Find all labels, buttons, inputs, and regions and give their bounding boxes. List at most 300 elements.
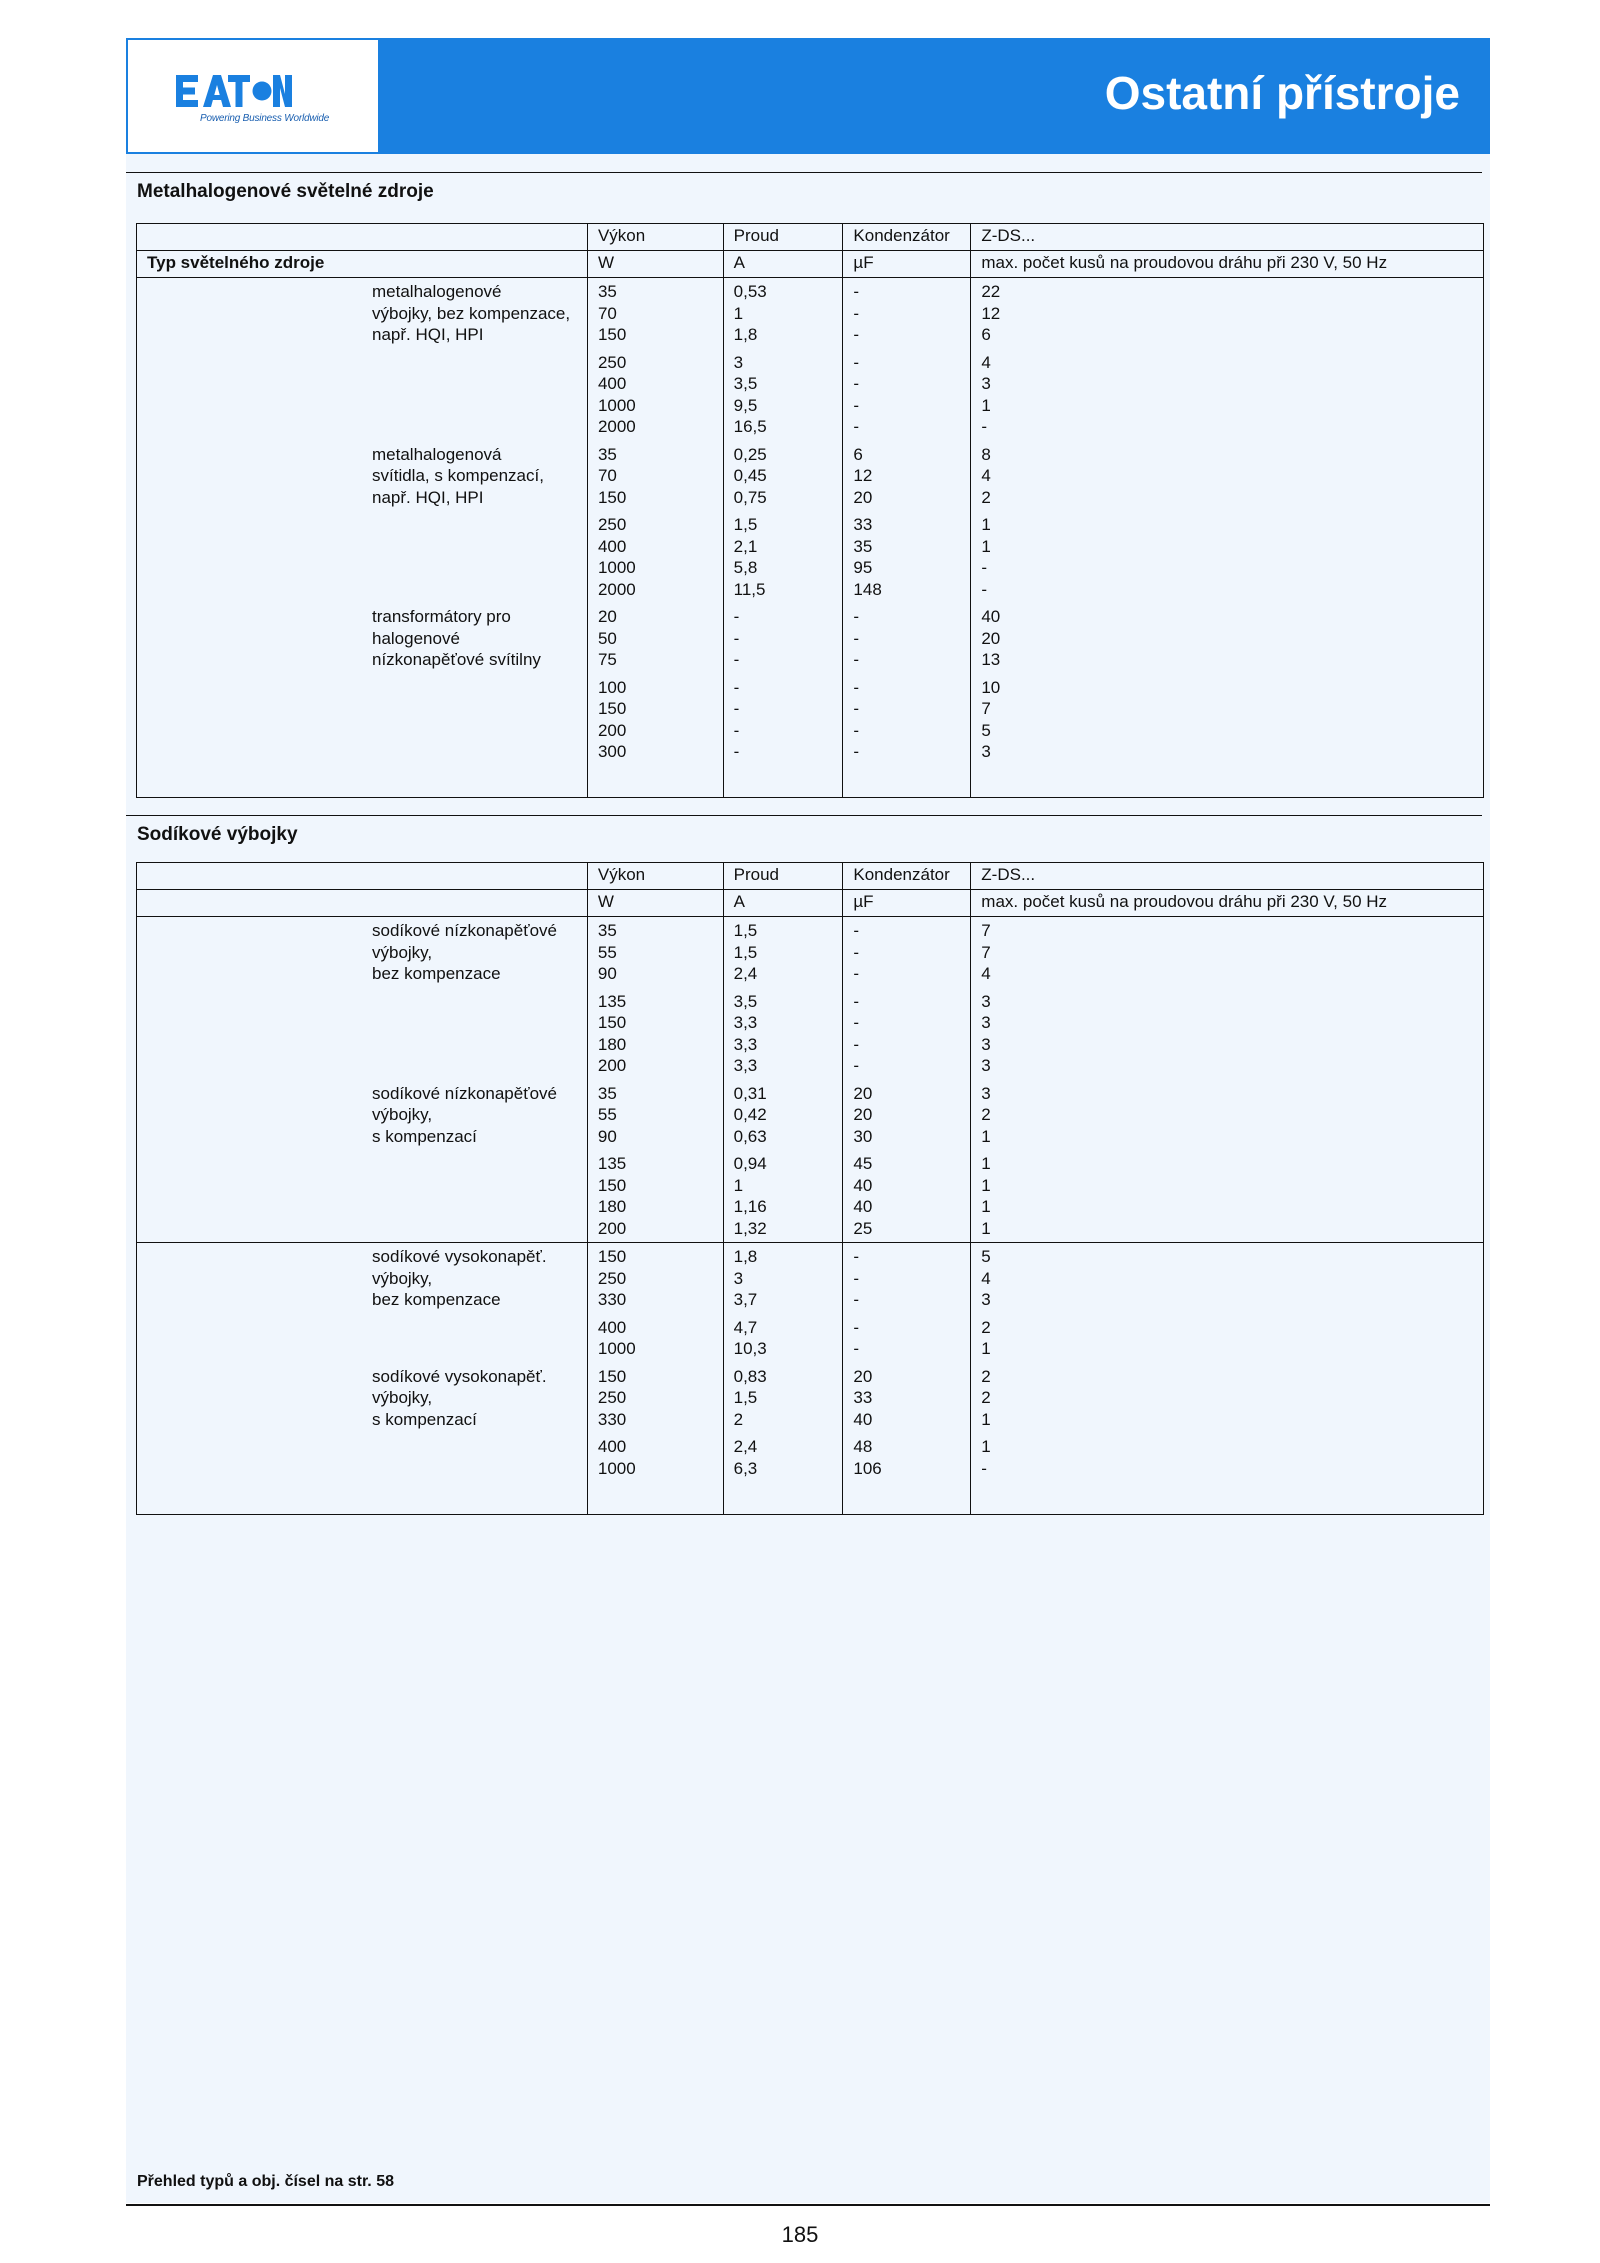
type-description-line	[137, 536, 587, 558]
column-header-blank	[137, 863, 588, 890]
type-description-cell	[137, 278, 588, 798]
type-description-line: výbojky,	[372, 1268, 433, 1288]
value-cell: 1000	[597, 1339, 636, 1358]
row-group	[981, 281, 1483, 346]
value-cell: 10,3	[733, 1339, 767, 1358]
value-cell: 25	[853, 1218, 873, 1238]
row-group	[734, 920, 843, 985]
column-header-power: Výkon	[587, 224, 723, 251]
value-cell: 6,3	[733, 1458, 758, 1478]
value-cell: 1000	[597, 558, 636, 577]
footer-rule	[126, 2204, 1490, 2206]
value-cell: 400	[597, 374, 627, 393]
value-cell: 48	[853, 1437, 873, 1456]
row-group	[981, 606, 1483, 671]
value-cell: 2,4	[733, 964, 758, 983]
value-cell: 200	[597, 720, 627, 740]
type-description-line: metalhalogenová	[372, 444, 502, 464]
value-cell: 1,8	[733, 1247, 758, 1266]
value-cell: 33	[853, 515, 873, 534]
type-description-line: svítidla, s kompenzací,	[372, 466, 544, 485]
value-cell: -	[853, 352, 860, 372]
value-cell: 90	[597, 1126, 617, 1146]
type-description-line	[137, 1196, 587, 1218]
row-group	[734, 514, 843, 600]
current-cell	[723, 917, 843, 1243]
value-cell: 3	[733, 352, 744, 372]
value-cell: 0,31	[733, 1083, 767, 1103]
value-cell: -	[853, 417, 860, 436]
row-group	[734, 677, 843, 763]
value-cell: 5	[981, 720, 991, 740]
column-header-zds: Z-DS...	[971, 863, 1484, 890]
type-description-line: sodíkové vysokonapěť.	[372, 1366, 547, 1386]
type-description-line: s kompenzací	[372, 1126, 477, 1146]
value-cell: -	[853, 395, 860, 415]
type-description-line: výbojky,	[372, 1388, 433, 1407]
row-group	[734, 1246, 843, 1311]
value-cell: 3,5	[733, 991, 758, 1011]
row-group	[981, 1436, 1483, 1479]
value-cell: 1,5	[733, 515, 758, 534]
value-cell: 1	[981, 1154, 991, 1173]
value-cell: 35	[597, 1083, 617, 1103]
value-cell: -	[853, 374, 860, 393]
value-cell: 35	[853, 536, 873, 556]
type-description-line	[137, 698, 587, 720]
value-cell: -	[733, 699, 740, 718]
capacitor-cell	[843, 1243, 971, 1515]
row-group	[853, 1083, 970, 1148]
type-description-line	[137, 579, 587, 601]
footer-reference-note: Přehled typů a obj. čísel na str. 58	[137, 2173, 394, 2190]
value-cell: 150	[597, 699, 627, 718]
value-cell: 1000	[597, 1458, 636, 1478]
value-cell: 1,8	[733, 325, 758, 344]
capacitor-cell	[843, 917, 971, 1243]
unit-row	[137, 890, 1484, 917]
value-cell: 2	[981, 1105, 991, 1124]
section-1-rule	[126, 172, 1482, 173]
value-cell: -	[853, 1034, 860, 1054]
value-cell: 150	[597, 1175, 627, 1195]
value-cell: 3	[981, 1056, 991, 1075]
column-header-blank	[137, 224, 588, 251]
value-cell: -	[853, 742, 860, 761]
value-cell: 300	[597, 742, 627, 761]
value-cell: 20	[597, 607, 617, 626]
row-group	[734, 444, 843, 509]
column-header-row	[137, 224, 1484, 251]
row-group	[981, 1153, 1483, 1239]
value-cell: 0,63	[733, 1126, 767, 1146]
value-cell: 35	[597, 921, 617, 940]
value-cell: 1	[981, 1437, 991, 1456]
brand-logo	[128, 40, 378, 152]
value-cell: 70	[597, 466, 617, 485]
type-description-line	[137, 1458, 587, 1480]
row-group	[734, 1153, 843, 1239]
value-cell: -	[981, 579, 987, 599]
value-cell: 2	[981, 1366, 991, 1386]
value-cell: 4,7	[733, 1317, 758, 1337]
row-group	[981, 1366, 1483, 1431]
current-cell	[723, 278, 843, 798]
value-cell: 400	[597, 536, 627, 556]
row-group	[981, 991, 1483, 1077]
value-cell: 150	[597, 1247, 627, 1266]
value-cell: 2000	[597, 417, 636, 436]
capacitor-cell	[843, 278, 971, 798]
row-group	[137, 606, 587, 671]
value-cell: 3	[981, 1083, 991, 1103]
eaton-logo-icon	[176, 74, 292, 108]
sodium-table	[136, 862, 1484, 1515]
value-cell: -	[853, 650, 860, 669]
type-description-line: bez kompenzace	[372, 1290, 501, 1309]
value-cell: 30	[853, 1126, 873, 1146]
value-cell: -	[853, 677, 860, 697]
unit-current: A	[723, 890, 843, 917]
value-cell: 1,5	[733, 942, 758, 962]
value-cell: 3,3	[733, 1034, 758, 1054]
row-group	[734, 991, 843, 1077]
value-cell: 6	[981, 325, 991, 344]
row-group	[598, 281, 723, 346]
row-group	[853, 352, 970, 438]
row-group	[598, 352, 723, 438]
type-description-cell	[137, 1243, 588, 1515]
row-group	[853, 281, 970, 346]
type-description-line	[137, 1034, 587, 1056]
value-cell: -	[853, 1013, 860, 1032]
value-cell: 2	[981, 1388, 991, 1407]
value-cell: 1,5	[733, 921, 758, 940]
section-2-rule	[126, 815, 1482, 816]
current-cell	[723, 1243, 843, 1515]
value-cell: 45	[853, 1154, 873, 1173]
value-cell: 20	[853, 1083, 873, 1103]
value-cell: 106	[853, 1458, 882, 1478]
value-cell: 250	[597, 1268, 627, 1288]
value-cell: -	[853, 325, 860, 344]
unit-zds: max. počet kusů na proudovou dráhu při 230 V, 50 Hz	[971, 890, 1484, 917]
value-cell: 3	[981, 1013, 991, 1032]
zds-count-cell	[971, 1243, 1484, 1515]
table-body-row	[137, 1243, 1484, 1515]
type-description-line: s kompenzací	[372, 1409, 477, 1429]
page-title: Ostatní přístroje	[1104, 67, 1460, 119]
row-group	[137, 444, 587, 509]
value-cell: 20	[853, 1105, 873, 1124]
row-group	[598, 1317, 723, 1360]
value-cell: -	[733, 677, 740, 697]
value-cell: -	[853, 699, 860, 718]
value-cell: 3,3	[733, 1056, 758, 1075]
value-cell: 7	[981, 942, 991, 962]
row-group	[981, 1246, 1483, 1311]
value-cell: 1	[981, 1197, 991, 1216]
column-header-capacitor: Kondenzátor	[843, 863, 971, 890]
row-group	[137, 1317, 587, 1360]
value-cell: 13	[981, 650, 1001, 669]
value-cell: 1	[981, 515, 991, 534]
row-group	[734, 606, 843, 671]
type-description-line: sodíkové nízkonapěťové	[372, 921, 557, 940]
column-header-current: Proud	[723, 224, 843, 251]
row-group	[137, 1153, 587, 1239]
row-group	[137, 677, 587, 763]
type-description-line: halogenové	[372, 628, 460, 648]
value-cell: -	[853, 1247, 860, 1266]
type-description-line: sodíkové nízkonapěťové	[372, 1083, 557, 1103]
column-header-row	[137, 863, 1484, 890]
type-description-line	[137, 352, 587, 374]
unit-capacitor: µF	[843, 890, 971, 917]
value-cell: 1,5	[733, 1388, 758, 1407]
type-description-line	[137, 1153, 587, 1175]
value-cell: 5	[981, 1247, 991, 1266]
row-group	[598, 444, 723, 509]
value-cell: 11,5	[733, 579, 766, 599]
type-description-line	[137, 1012, 587, 1034]
page-number: 185	[781, 2222, 819, 2247]
type-description-cell	[137, 917, 588, 1243]
table-body-row	[137, 278, 1484, 798]
row-group	[981, 1083, 1483, 1148]
value-cell: 1	[981, 536, 991, 556]
power-cell	[587, 1243, 723, 1515]
value-cell: -	[853, 1317, 860, 1337]
row-group	[853, 991, 970, 1077]
row-group	[137, 991, 587, 1077]
value-cell: -	[733, 607, 740, 626]
type-description-line: výbojky, bez kompenzace,	[372, 303, 571, 323]
row-group	[734, 352, 843, 438]
value-cell: -	[853, 942, 860, 962]
power-cell	[587, 917, 723, 1243]
value-cell: 150	[597, 1366, 627, 1386]
row-group	[137, 514, 587, 600]
row-group	[853, 677, 970, 763]
value-cell: 0,25	[733, 444, 767, 464]
column-header-zds: Z-DS...	[971, 224, 1484, 251]
value-cell: 3	[981, 1034, 991, 1054]
row-group	[598, 920, 723, 985]
value-cell: 3	[981, 742, 991, 761]
power-cell	[587, 278, 723, 798]
row-group	[137, 1246, 587, 1311]
type-description-line	[137, 1338, 587, 1360]
value-cell: -	[733, 720, 740, 740]
value-cell: 0,45	[733, 466, 767, 485]
value-cell: 50	[597, 628, 617, 648]
row-group	[598, 1246, 723, 1311]
row-group	[734, 1083, 843, 1148]
value-cell: 1	[733, 303, 744, 323]
type-description-line: sodíkové vysokonapěť.	[372, 1247, 547, 1266]
value-cell: 40	[853, 1409, 873, 1429]
value-cell: 7	[981, 921, 991, 940]
row-group	[598, 514, 723, 600]
row-group	[734, 1436, 843, 1479]
row-group	[598, 1436, 723, 1479]
value-cell: 5,8	[733, 558, 758, 577]
value-cell: 2000	[597, 579, 636, 599]
value-cell: 1	[981, 1339, 991, 1358]
row-group	[853, 1366, 970, 1431]
row-group	[137, 352, 587, 438]
unit-row	[137, 251, 1484, 278]
value-cell: 1	[981, 1126, 991, 1146]
value-cell: 0,94	[733, 1154, 767, 1173]
type-description-line: metalhalogenové	[372, 282, 502, 301]
type-description-line	[137, 557, 587, 579]
value-cell: 400	[597, 1437, 627, 1456]
row-group	[137, 1083, 587, 1148]
value-cell: 0,83	[733, 1366, 767, 1386]
value-cell: 10	[981, 677, 1001, 697]
value-cell: 1000	[597, 395, 636, 415]
value-cell: 2	[981, 487, 991, 507]
table-body-row	[137, 917, 1484, 1243]
value-cell: 1	[981, 1175, 991, 1195]
row-group	[981, 444, 1483, 509]
value-cell: 40	[853, 1175, 873, 1195]
row-group	[981, 677, 1483, 763]
unit-power: W	[587, 890, 723, 917]
value-cell: 180	[597, 1197, 627, 1216]
type-description-line: např. HQI, HPI	[372, 487, 484, 507]
value-cell: 40	[853, 1197, 873, 1216]
row-group	[598, 1153, 723, 1239]
value-cell: 200	[597, 1056, 627, 1075]
value-cell: -	[853, 303, 860, 323]
row-group	[734, 1317, 843, 1360]
row-group	[853, 1153, 970, 1239]
type-description-line	[137, 514, 587, 536]
value-cell: 250	[597, 352, 627, 372]
row-group	[981, 1317, 1483, 1360]
type-description-line: např. HQI, HPI	[372, 325, 484, 344]
logo-tagline: Powering Business Worldwide	[200, 113, 330, 124]
value-cell: 148	[853, 579, 882, 599]
type-description-line: bez kompenzace	[372, 964, 501, 983]
value-cell: -	[853, 720, 860, 740]
value-cell: 12	[981, 303, 1001, 323]
value-cell: 3	[733, 1268, 744, 1288]
value-cell: -	[853, 628, 860, 648]
value-cell: 330	[597, 1409, 627, 1429]
value-cell: -	[733, 742, 740, 761]
value-cell: 9,5	[733, 395, 758, 415]
value-cell: 12	[853, 466, 873, 485]
type-description-line	[137, 741, 587, 763]
value-cell: 16,5	[733, 417, 767, 436]
value-cell: -	[853, 282, 860, 301]
value-cell: 1,16	[733, 1197, 767, 1216]
value-cell: 6	[853, 444, 863, 464]
value-cell: 4	[981, 964, 991, 983]
type-description-line	[137, 373, 587, 395]
value-cell: -	[853, 1339, 860, 1358]
value-cell: 150	[597, 487, 627, 507]
type-column-label: Typ světelného zdroje	[147, 253, 325, 272]
type-description-line	[137, 991, 587, 1013]
value-cell: 22	[981, 282, 1001, 301]
row-group	[598, 1366, 723, 1431]
value-cell: 20	[853, 1366, 873, 1386]
value-cell: 250	[597, 515, 627, 534]
value-cell: 3	[981, 1290, 991, 1309]
value-cell: 250	[597, 1388, 627, 1407]
value-cell: -	[981, 417, 987, 436]
unit-power: W	[587, 251, 723, 278]
value-cell: 1	[981, 1409, 991, 1429]
column-header-capacitor: Kondenzátor	[843, 224, 971, 251]
value-cell: -	[853, 1268, 860, 1288]
value-cell: 20	[981, 628, 1001, 648]
value-cell: 2	[733, 1409, 744, 1429]
value-cell: -	[853, 1056, 860, 1075]
value-cell: 55	[597, 1105, 617, 1124]
type-description-line	[137, 1317, 587, 1339]
value-cell: 3	[981, 374, 991, 393]
row-group	[598, 1083, 723, 1148]
value-cell: 400	[597, 1317, 627, 1337]
row-group	[734, 1366, 843, 1431]
type-description-line	[137, 1218, 587, 1240]
value-cell: 75	[597, 650, 617, 669]
row-group	[981, 920, 1483, 985]
value-cell: 20	[853, 487, 873, 507]
value-cell: 1	[981, 1218, 991, 1238]
row-group	[853, 920, 970, 985]
row-group	[853, 514, 970, 600]
value-cell: 2	[981, 1317, 991, 1337]
type-description-line: výbojky,	[372, 942, 433, 962]
value-cell: 90	[597, 964, 617, 983]
value-cell: -	[981, 1458, 987, 1478]
value-cell: 1,32	[733, 1218, 767, 1238]
value-cell: 330	[597, 1290, 627, 1309]
value-cell: -	[733, 650, 740, 669]
value-cell: 2,4	[733, 1437, 758, 1456]
value-cell: 200	[597, 1218, 627, 1238]
value-cell: -	[853, 964, 860, 983]
type-description-line: nízkonapěťové svítilny	[372, 650, 541, 669]
value-cell: 1	[981, 395, 991, 415]
value-cell: 95	[853, 558, 873, 577]
value-cell: -	[853, 1290, 860, 1309]
column-header-power: Výkon	[587, 863, 723, 890]
value-cell: 35	[597, 444, 617, 464]
column-header-current: Proud	[723, 863, 843, 890]
metalhalide-table	[136, 223, 1484, 798]
row-group	[853, 1317, 970, 1360]
value-cell: 40	[981, 607, 1001, 626]
section-1-title: Metalhalogenové světelné zdroje	[137, 181, 434, 202]
value-cell: 70	[597, 303, 617, 323]
value-cell: 135	[597, 1154, 627, 1173]
value-cell: 0,75	[733, 487, 767, 507]
row-group	[598, 606, 723, 671]
value-cell: 150	[597, 325, 627, 344]
value-cell: 135	[597, 991, 627, 1011]
unit-zds: max. počet kusů na proudovou dráhu při 230 V, 50 Hz	[971, 251, 1484, 278]
zds-count-cell	[971, 278, 1484, 798]
type-description-line	[137, 1175, 587, 1197]
